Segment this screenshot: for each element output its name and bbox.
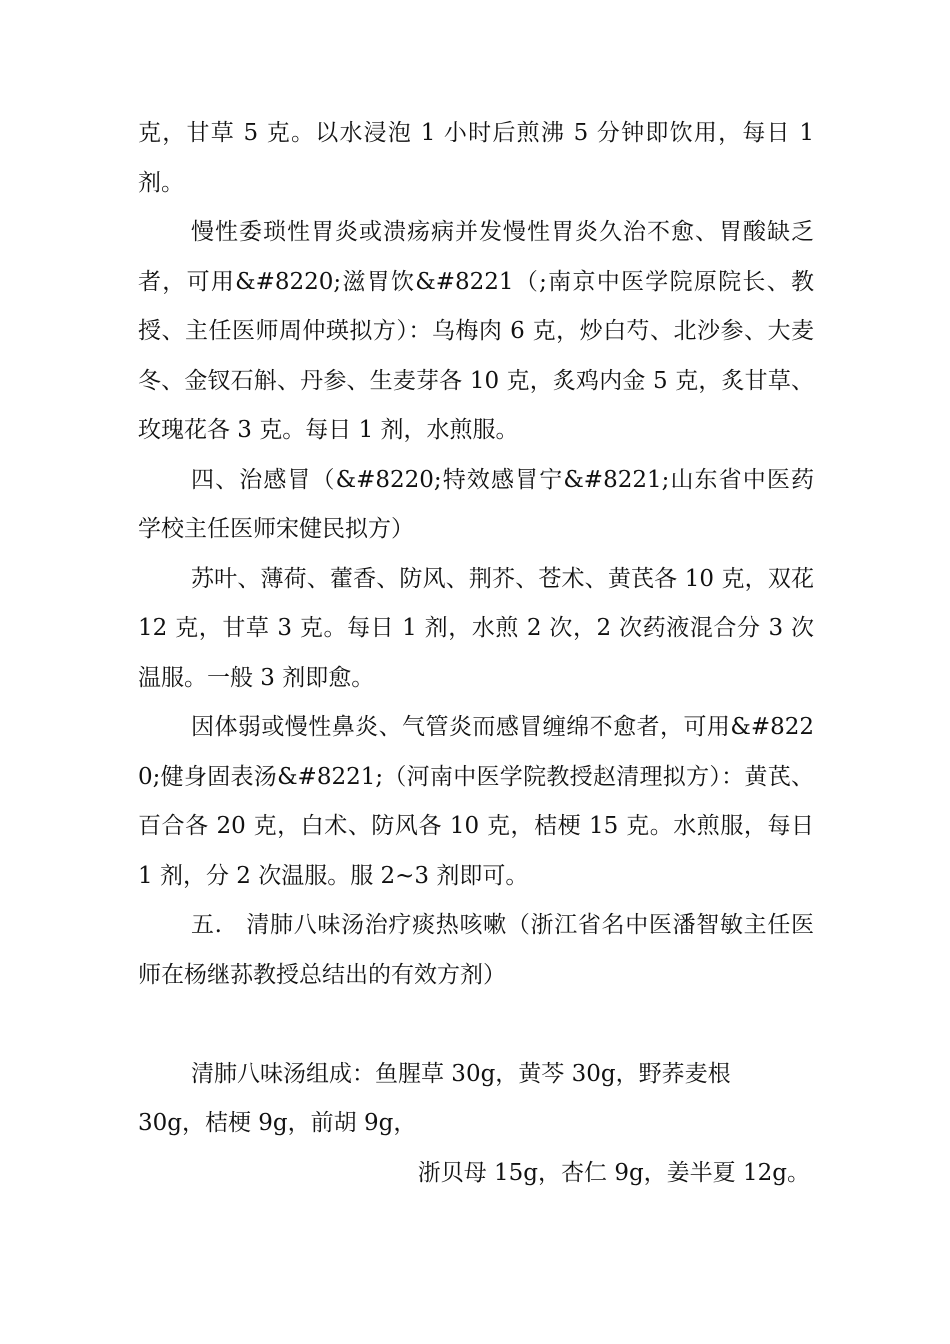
document-page <box>138 109 814 1198</box>
paragraph-cold-formula: 苏叶、薄荷、藿香、防风、荆芥、苍术、黄芪各 10 克，双花 12 克，甘草 3 克。每日 1 剂，水煎 2 次，2 次药液混合分 3 次温服。一般 3 剂即愈。 <box>138 565 814 691</box>
paragraph-dosage-continuation: 克，甘草 5 克。以水浸泡 1 小时后煎沸 5 分钟即饮用，每日 1 剂。 <box>138 120 814 196</box>
paragraph-zi-wei-yin: 慢性委琐性胃炎或溃疡病并发慢性胃炎久治不愈、胃酸缺乏者，可用&#8220;滋胃饮&#8221（;南京中医学院原院长、教授、主任医师周仲瑛拟方）：乌梅肉 6 克，炒白芍、北沙参、大麦冬、金钗石斛、丹参、生麦芽各 10 克，炙鸡内金 5 克，炙甘草、玫瑰花各 3 克。每日 1 剂，水煎服。 <box>138 219 814 443</box>
paragraph-formula-composition-line1: 清肺八味汤组成：鱼腥草 30g，黄芩 30g，野荞麦根 <box>191 1060 731 1087</box>
section-heading-qing-fei-ba-wei-tang: 五. 清肺八味汤治疗痰热咳嗽（浙江省名中医潘智敏主任医师在杨继荪教授总结出的有效方剂） <box>138 912 814 988</box>
paragraph-jian-shen-gu-biao-tang: 因体弱或慢性鼻炎、气管炎而感冒缠绵不愈者，可用&#8220;健身固表汤&#8221;（河南中医学院教授赵清理拟方）：黄芪、百合各 20 克，白术、防风各 10 克，桔梗 15 克。水煎服，每日 1 剂，分 2 次温服。服 2~3 剂即可。 <box>138 714 814 889</box>
paragraph-formula-composition-line3: 浙贝母 15g，杏仁 9g，姜半夏 12g。 <box>417 1159 810 1186</box>
section-heading-cold-treatment: 四、治感冒（&#8220;特效感冒宁&#8221;山东省中医药学校主任医师宋健民拟方） <box>138 466 814 542</box>
blank-line <box>138 1000 814 1050</box>
paragraph-formula-composition-line2: 30g，桔梗 9g，前胡 9g， <box>138 1110 417 1136</box>
